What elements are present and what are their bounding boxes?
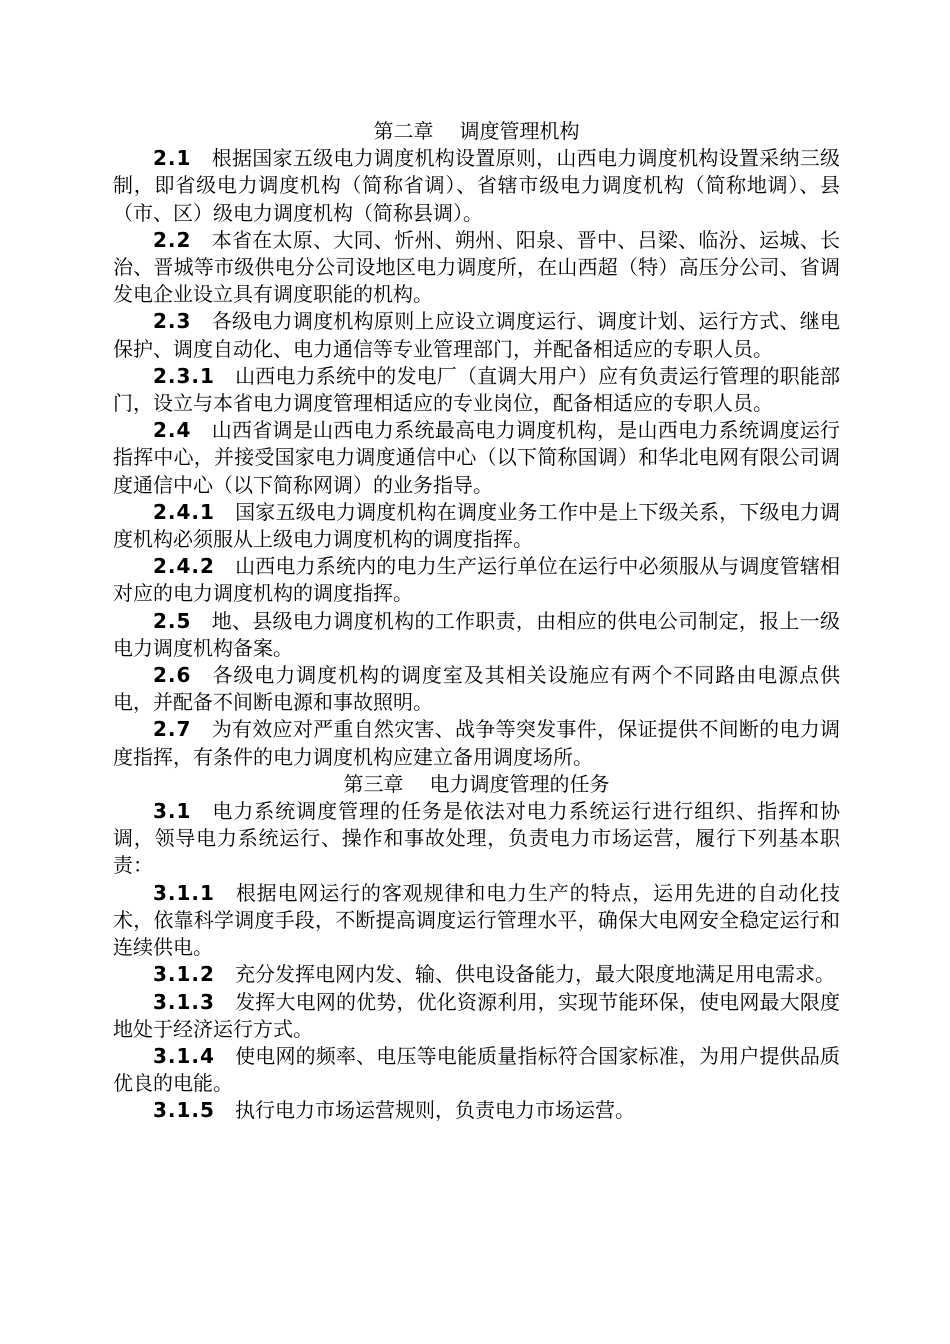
clause: [113, 499, 840, 553]
clause-text: 使电网的频率、电压等电能质量指标符合国家标准，为用户提供品质优良的电能。: [113, 1043, 840, 1096]
clause-text: 山西电力系统内的电力生产运行单位在运行中必须服从与调度管辖相对应的电力调度机构的调度指挥。: [113, 554, 840, 606]
clause-number: 2.6: [153, 663, 192, 688]
clause-text: 山西电力系统中的发电厂（直调大用户）应有负责运行管理的职能部门，设立与本省电力调度管理相适应的专业岗位，配备相适应的专职人员。: [113, 363, 840, 416]
clause: [113, 363, 840, 417]
clause-text: 本省在太原、大同、忻州、朔州、阳泉、晋中、吕梁、临汾、运城、长治、晋城等市级供电分公司设地区电力调度所，在山西超（特）高压分公司、省调发电企业设立具有调度职能的机构。: [113, 227, 840, 307]
clause-number: 3.1.5: [153, 1098, 215, 1123]
clause: [113, 608, 840, 662]
clause-number: 2.2: [153, 227, 192, 252]
chapter-label: 第三章: [343, 771, 404, 796]
clause: [113, 308, 840, 362]
clause: [113, 716, 840, 770]
clause-text: 国家五级电力调度机构在调度业务工作中是上下级关系，下级电力调度机构必须服从上级电力调度机构的调度指挥。: [113, 499, 840, 552]
clause-number: 2.4.2: [153, 554, 215, 579]
clause: [113, 553, 840, 607]
clause: [113, 662, 840, 716]
chapter-label: 第二章: [373, 119, 434, 143]
clause-number: 3.1.4: [153, 1043, 215, 1068]
clause: [113, 1043, 840, 1097]
clause-number: 2.3: [153, 309, 192, 334]
clause-text: 山西省调是山西电力系统最高电力调度机构，是山西电力系统调度运行指挥中心，并接受国家电力调度通信中心（以下简称国调）和华北电网有限公司调度通信中心（以下简称网调）的业务指导。: [113, 418, 840, 497]
clause-number: 3.1.2: [153, 962, 215, 987]
clause: [113, 1097, 840, 1124]
clause-number: 2.3.1: [153, 363, 215, 388]
clause-text: 执行电力市场运营规则，负责电力市场运营。: [234, 1098, 635, 1123]
clause-text: 充分发挥电网内发、输、供电设备能力，最大限度地满足用电需求。: [234, 962, 835, 987]
clause-text: 地、县级电力调度机构的工作职责，由相应的供电公司制定，报上一级电力调度机构备案。: [113, 608, 840, 660]
clause-text: 电力系统调度管理的任务是依法对电力系统运行进行组织、指挥和协调，领导电力系统运行、操作和事故处理，负责电力市场运营，履行下列基本职责：: [113, 799, 840, 878]
clause: [113, 880, 840, 962]
clause-text: 各级电力调度机构的调度室及其相关设施应有两个不同路由电源点供电，并配备不间断电源和事故照明。: [113, 663, 840, 715]
clause-text: 发挥大电网的优势，优化资源利用，实现节能环保，使电网最大限度地处于经济运行方式。: [113, 989, 840, 1041]
clause: [113, 798, 840, 880]
clause: [113, 145, 840, 227]
clause-number: 2.1: [153, 146, 192, 171]
clause-number: 2.4: [153, 418, 192, 443]
clause-text: 为有效应对严重自然灾害、战争等突发事件，保证提供不间断的电力调度指挥，有条件的电力调度机构应建立备用调度场所。: [113, 717, 840, 769]
chapter-title: 调度管理机构: [459, 119, 580, 143]
chapter-heading: [113, 118, 840, 145]
clause: [113, 227, 840, 309]
clause-number: 2.4.1: [153, 499, 215, 524]
document-body: [113, 118, 840, 1125]
clause: [113, 417, 840, 499]
clause: [113, 961, 840, 988]
clause-number: 2.7: [153, 717, 192, 742]
chapter-title: 电力调度管理的任务: [429, 771, 610, 796]
clause: [113, 989, 840, 1043]
clause-number: 2.5: [153, 608, 192, 633]
clause-number: 3.1.3: [153, 989, 215, 1014]
clause-number: 3.1.1: [153, 880, 215, 905]
chapter-heading: [113, 771, 840, 798]
clause-text: 根据电网运行的客观规律和电力生产的特点，运用先进的自动化技术，依靠科学调度手段，不断提高调度运行管理水平，确保大电网安全稳定运行和连续供电。: [113, 880, 840, 960]
clause-text: 根据国家五级电力调度机构设置原则，山西电力调度机构设置采纳三级制，即省级电力调度机构（简称省调）、省辖市级电力调度机构（简称地调）、县（市、区）级电力调度机构（简称县调）。: [113, 146, 840, 225]
clause-text: 各级电力调度机构原则上应设立调度运行、调度计划、运行方式、继电保护、调度自动化、电力通信等专业管理部门，并配备相适应的专职人员。: [113, 309, 840, 361]
clause-number: 3.1: [153, 799, 192, 824]
